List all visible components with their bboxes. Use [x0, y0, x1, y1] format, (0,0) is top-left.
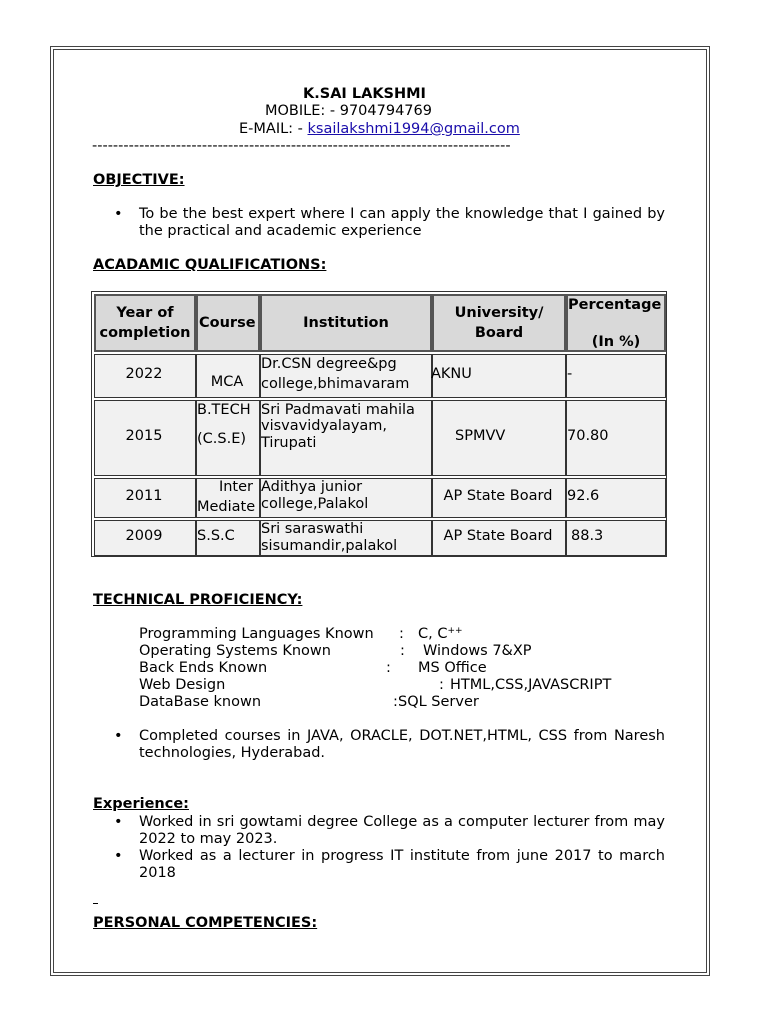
tech-backend-sep: : — [386, 660, 391, 676]
row-2009-course-cell — [196, 520, 260, 556]
row-2015-percentage-cell — [566, 400, 666, 476]
header-year-line2: completion — [99, 325, 191, 341]
tech-os-label: Operating Systems Known — [139, 643, 331, 659]
row-2009-percentage: 88.3 — [571, 528, 604, 544]
tech-backend-label: Back Ends Known — [139, 660, 268, 676]
tech-languages-value-wrap — [418, 626, 463, 643]
row-2015-institution-line3: Tirupati — [261, 435, 317, 451]
email-line — [239, 121, 520, 138]
tech-db-sep: : — [393, 694, 398, 710]
header-cell-percentage — [566, 294, 666, 352]
row-2022-institution-cell — [260, 354, 432, 398]
row-2011-board-cell — [432, 478, 566, 518]
mobile-number: 9704794769 — [339, 103, 432, 119]
experience-heading: Experience: — [93, 796, 189, 812]
row-2009-institution-line1: Sri saraswathi — [261, 521, 364, 537]
row-2022-percentage-cell — [566, 354, 666, 398]
tech-db-value: SQL Server — [398, 694, 479, 710]
header-cell-course — [196, 294, 260, 352]
tech-languages-sep: : — [399, 626, 404, 642]
row-2009-year-cell — [94, 520, 196, 556]
row-2009-board-cell — [432, 520, 566, 556]
row-2011-course-cell — [196, 478, 260, 518]
courses-bullet: • — [114, 728, 123, 744]
header-cell-year — [94, 294, 196, 352]
header-cell-institution — [260, 294, 432, 352]
experience-bullet-2: • — [114, 848, 123, 864]
mobile-line — [265, 103, 432, 120]
tech-languages-label: Programming Languages Known — [139, 626, 374, 642]
row-2022-institution-line2: college,bhimavaram — [261, 376, 410, 392]
row-2011-year: 2011 — [125, 488, 163, 504]
mobile-label: MOBILE: - — [265, 103, 340, 119]
header-divider: -------------------------------------------------------------------------------- — [92, 138, 511, 154]
row-2022-board: AKNU — [431, 366, 472, 382]
tech-db-label: DataBase known — [139, 694, 262, 710]
row-2011-percentage-cell — [566, 478, 666, 518]
qualifications-heading: ACADAMIC QUALIFICATIONS: — [93, 257, 327, 273]
email-link[interactable]: ksailakshmi1994@gmail.com — [307, 121, 520, 137]
personal-heading: PERSONAL COMPETENCIES: — [93, 915, 318, 931]
header-percentage-line2: (In %) — [591, 334, 641, 350]
tech-web-label: Web Design — [139, 677, 226, 693]
row-2009-board: AP State Board — [443, 528, 553, 544]
stray-underscore — [93, 903, 98, 904]
header-year-line1: Year of — [116, 305, 174, 321]
row-2011-institution-cell — [260, 478, 432, 518]
header-cell-university — [432, 294, 566, 352]
tech-item-languages — [139, 626, 374, 643]
row-2009-course: S.S.C — [197, 528, 235, 544]
row-2009-institution-cell — [260, 520, 432, 556]
row-2011-course-line1: Inter — [218, 479, 253, 495]
objective-bullet: • — [114, 206, 123, 222]
row-2015-institution-line2: visvavidyalayam, — [261, 418, 388, 434]
row-2022-institution-line1: Dr.CSN degree&pg — [261, 356, 397, 372]
row-2015-institution-cell — [260, 400, 432, 476]
row-2015-board-cell — [432, 400, 566, 476]
row-2009-year: 2009 — [125, 528, 163, 544]
row-2015-course-cell — [196, 400, 260, 476]
tech-os-sep: : — [400, 643, 405, 659]
row-2015-board: SPMVV — [455, 428, 506, 444]
row-2009-percentage-cell — [566, 520, 666, 556]
row-2022-board-cell — [432, 354, 566, 398]
header-university-line2: Board — [474, 325, 524, 341]
qualifications-table — [91, 291, 667, 557]
experience-item-2: Worked as a lecturer in progress IT institute from june 2017 to march 2018 — [139, 848, 665, 881]
tech-web-value: HTML,CSS,JAVASCRIPT — [450, 677, 612, 693]
row-2015-institution-line1: Sri Padmavati mahila — [261, 402, 415, 418]
candidate-name: K.SAI LAKSHMI — [303, 86, 426, 102]
tech-backend-value: MS Office — [418, 660, 487, 676]
tech-languages-sup: ++ — [447, 626, 463, 636]
courses-text: Completed courses in JAVA, ORACLE, DOT.NET,HTML, CSS from Naresh technologies, Hyderabad. — [139, 728, 665, 761]
experience-bullet-1: • — [114, 814, 123, 830]
row-2011-board: AP State Board — [443, 488, 553, 504]
row-2011-institution-line1: Adithya junior — [261, 479, 363, 495]
experience-item-1: Worked in sri gowtami degree College as a computer lecturer from may 2022 to may 2023. — [139, 814, 665, 847]
row-2015-course-line2: (C.S.E) — [197, 431, 247, 447]
row-2022-course-cell — [196, 354, 260, 398]
header-percentage-line1: Percentage — [568, 297, 662, 313]
header-institution: Institution — [303, 315, 389, 331]
email-label: E-MAIL: - — [239, 121, 308, 137]
header-university-line1: University/ — [454, 305, 544, 321]
objective-text: To be the best expert where I can apply the knowledge that I gained by the practical and academic experience — [139, 206, 665, 239]
row-2011-course-line2: Mediate — [197, 499, 256, 515]
row-2011-institution-line2: college,Palakol — [261, 496, 369, 512]
objective-heading: OBJECTIVE: — [93, 172, 185, 188]
row-2022-percentage: - — [567, 366, 573, 382]
header-course: Course — [199, 315, 256, 331]
row-2009-institution-line2: sisumandir,palakol — [261, 538, 398, 554]
tech-web-sep: : — [439, 677, 444, 693]
row-2011-year-cell — [94, 478, 196, 518]
row-2022-year-cell — [94, 354, 196, 398]
row-2015-year-cell — [94, 400, 196, 476]
row-2015-year: 2015 — [125, 428, 163, 444]
row-2022-year: 2022 — [125, 366, 163, 382]
row-2011-percentage: 92.6 — [567, 488, 600, 504]
tech-languages-value: C, C — [418, 626, 448, 642]
row-2015-percentage: 70.80 — [567, 428, 609, 444]
technical-heading: TECHNICAL PROFICIENCY: — [93, 592, 303, 608]
row-2022-course: MCA — [210, 374, 244, 390]
row-2015-course-line1: B.TECH — [197, 402, 251, 418]
tech-os-value: Windows 7&XP — [423, 643, 532, 659]
